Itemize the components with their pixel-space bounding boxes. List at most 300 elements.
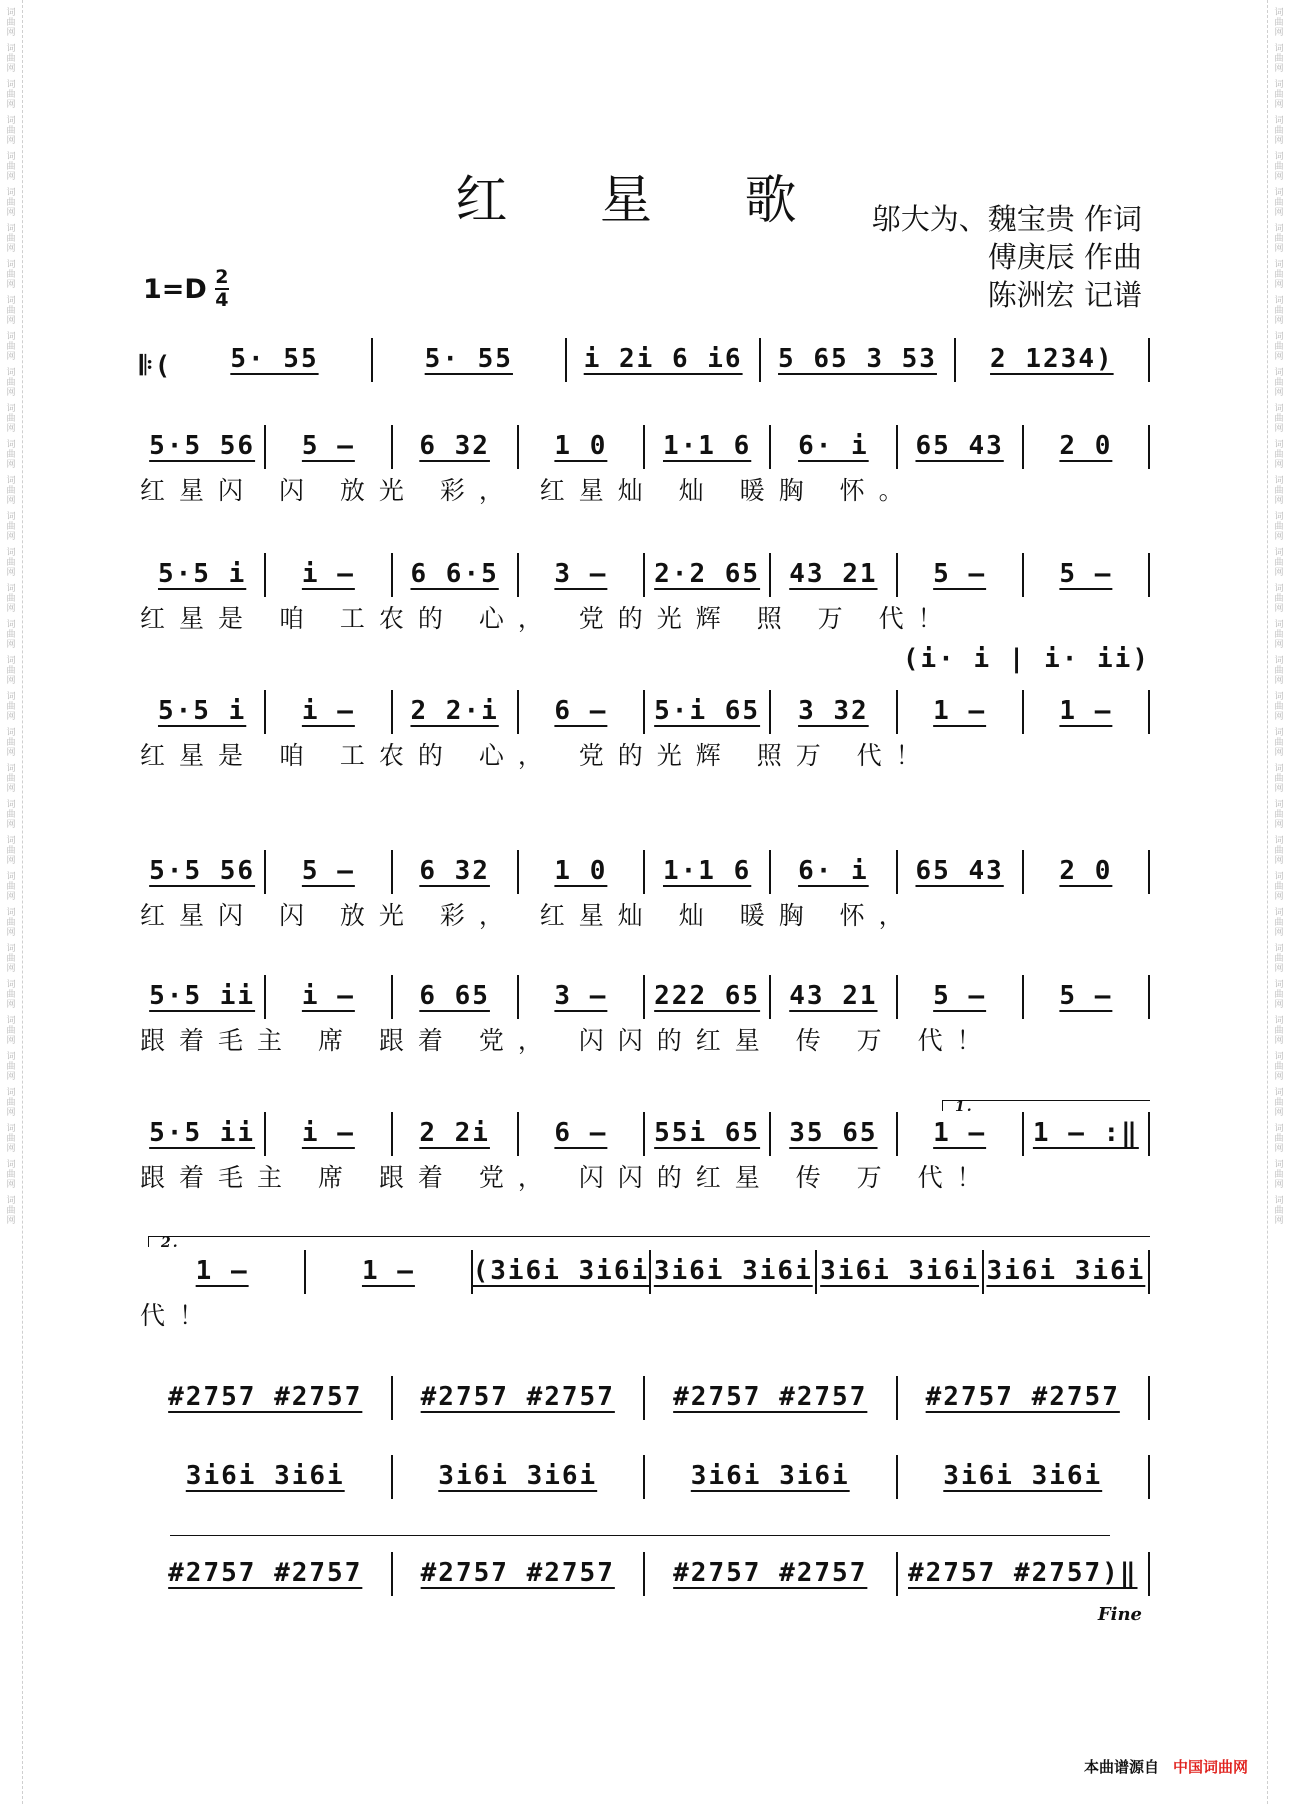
watermark-char: 曲 — [6, 702, 16, 712]
watermark-char: 网 — [6, 928, 16, 938]
watermark-char: 曲 — [1274, 54, 1284, 64]
measure-notes: #2757 #2757 — [925, 1382, 1120, 1412]
measure-notes: 5·i 65 — [654, 696, 761, 726]
lyric-line: 红星是 咱 工农的 心， 党的光辉 照万 代！ — [140, 741, 935, 770]
watermark-char: 词 — [6, 44, 16, 54]
measure — [140, 975, 266, 1019]
watermark-char: 网 — [6, 1144, 16, 1154]
measure-line — [140, 425, 1150, 469]
watermark-char: 词 — [1274, 944, 1284, 954]
watermark-char: 曲 — [6, 774, 16, 784]
watermark-char: 词 — [1274, 260, 1284, 270]
watermark-char: 曲 — [6, 1134, 16, 1144]
measure-notes: 2 2i — [419, 1118, 490, 1148]
measure — [651, 1250, 817, 1294]
lyric-line: 红星是 咱 工农的 心， 党的光辉 照 万 代！ — [140, 604, 957, 633]
measure — [266, 1112, 392, 1156]
measure — [519, 1112, 645, 1156]
measure — [761, 338, 955, 382]
watermark-char: 词 — [1274, 692, 1284, 702]
watermark-char: 曲 — [1274, 630, 1284, 640]
watermark-char: 词 — [6, 764, 16, 774]
watermark-char: 网 — [1274, 676, 1284, 686]
measure — [898, 1455, 1151, 1499]
watermark-char: 曲 — [6, 558, 16, 568]
measure-notes: 6 32 — [419, 856, 490, 886]
measure — [1024, 850, 1150, 894]
measure-notes: #2757 #2757 — [420, 1382, 615, 1412]
measure — [373, 338, 567, 382]
lyric-line: 跟着毛主 席 跟着 党， 闪闪的红星 传 万 代！ — [140, 1026, 996, 1055]
watermark-char: 网 — [1274, 244, 1284, 254]
measure-notes: 2 0 — [1059, 856, 1113, 886]
watermark-char: 曲 — [1274, 1170, 1284, 1180]
measure — [898, 1376, 1151, 1420]
measure — [266, 850, 392, 894]
repeat-start: 𝄆( — [140, 351, 173, 381]
watermark-char: 曲 — [1274, 954, 1284, 964]
watermark-mark — [1274, 1160, 1283, 1190]
watermark-char: 词 — [6, 1196, 16, 1206]
measure-notes: 5·5 i — [157, 696, 247, 726]
watermark-mark — [6, 1088, 15, 1118]
measure — [771, 1112, 897, 1156]
measure-notes: 43 21 — [789, 559, 878, 589]
watermark-char: 网 — [1274, 28, 1284, 38]
watermark-char: 词 — [1274, 908, 1284, 918]
lyricists-credit: 邬大为、魏宝贵 作词 — [871, 202, 1142, 236]
watermark-mark — [6, 368, 15, 398]
watermark-char: 曲 — [6, 1026, 16, 1036]
watermark-char: 曲 — [6, 954, 16, 964]
measure-notes: 2 2·i — [410, 696, 499, 726]
watermark-char: 词 — [1274, 116, 1284, 126]
measure-notes: (3i6i 3i6i — [472, 1256, 650, 1286]
watermark-char: 曲 — [6, 90, 16, 100]
measure-notes: 6· i — [798, 856, 869, 886]
watermark-char: 网 — [6, 1072, 16, 1082]
watermark-char: 曲 — [6, 342, 16, 352]
watermark-char: 网 — [6, 532, 16, 542]
measure-notes: 3 32 — [798, 696, 869, 726]
watermark-char: 词 — [6, 260, 16, 270]
watermark-mark — [1274, 44, 1283, 74]
watermark-char: 词 — [1274, 656, 1284, 666]
watermark-char: 曲 — [1274, 90, 1284, 100]
watermark-char: 曲 — [1274, 990, 1284, 1000]
measure — [898, 975, 1024, 1019]
watermark-char: 网 — [1274, 316, 1284, 326]
watermark-char: 网 — [1274, 136, 1284, 146]
measure — [519, 850, 645, 894]
measure — [898, 690, 1024, 734]
key-label: 1=D — [143, 273, 207, 305]
measure — [771, 553, 897, 597]
measure — [956, 338, 1150, 382]
watermark-char: 词 — [1274, 980, 1284, 990]
measure-notes: 5· 55 — [230, 344, 319, 374]
measure-notes: 5 – — [301, 856, 355, 886]
watermark-char: 曲 — [6, 414, 16, 424]
watermark-mark — [6, 1196, 15, 1226]
measure — [393, 975, 519, 1019]
watermark-char: 曲 — [1274, 234, 1284, 244]
watermark-char: 曲 — [6, 1098, 16, 1108]
watermark-mark — [6, 296, 15, 326]
measure-notes: 1 – — [933, 696, 987, 726]
measure-notes: 3i6i 3i6i — [820, 1256, 980, 1286]
watermark-char: 曲 — [1274, 594, 1284, 604]
watermark-char: 曲 — [6, 666, 16, 676]
measure-notes: 222 65 — [654, 981, 761, 1011]
watermark-char: 曲 — [1274, 126, 1284, 136]
watermark-char: 词 — [1274, 44, 1284, 54]
watermark-mark — [6, 980, 15, 1010]
measure — [645, 425, 771, 469]
watermark-char: 曲 — [1274, 846, 1284, 856]
watermark-char: 词 — [1274, 1160, 1284, 1170]
watermark-char: 网 — [1274, 820, 1284, 830]
measure-notes: i 2i 6 i6 — [583, 344, 743, 374]
watermark-char: 曲 — [1274, 450, 1284, 460]
watermark-mark — [6, 728, 15, 758]
watermark-char: 曲 — [6, 1206, 16, 1216]
measure-notes: 6 – — [554, 1118, 608, 1148]
measure — [519, 425, 645, 469]
notation-row — [140, 553, 1150, 633]
watermark-char: 网 — [1274, 856, 1284, 866]
watermark-char: 曲 — [1274, 342, 1284, 352]
watermark-char: 词 — [6, 404, 16, 414]
watermark-char: 词 — [1274, 332, 1284, 342]
watermark-char: 网 — [6, 1036, 16, 1046]
watermark-char: 曲 — [6, 54, 16, 64]
watermark-char: 词 — [6, 944, 16, 954]
watermark-char: 网 — [1274, 388, 1284, 398]
measure-notes: 55i 65 — [654, 1118, 761, 1148]
left-watermark-strip — [0, 0, 23, 1804]
watermark-char: 网 — [6, 964, 16, 974]
watermark-char: 曲 — [6, 810, 16, 820]
watermark-mark — [6, 656, 15, 686]
measure — [140, 1112, 266, 1156]
measure — [898, 425, 1024, 469]
measure-notes: i – — [301, 696, 355, 726]
watermark-char: 网 — [6, 316, 16, 326]
watermark-char: 网 — [1274, 892, 1284, 902]
watermark-mark — [1274, 980, 1283, 1010]
watermark-char: 曲 — [6, 1170, 16, 1180]
credits-block — [872, 200, 1142, 314]
measure — [645, 690, 771, 734]
watermark-char: 词 — [6, 692, 16, 702]
watermark-mark — [1274, 656, 1283, 686]
measure — [393, 425, 519, 469]
watermark-char: 词 — [6, 80, 16, 90]
measure — [645, 1112, 771, 1156]
watermark-mark — [1274, 368, 1283, 398]
measure-notes: #2757 #2757 — [168, 1558, 363, 1588]
measure-notes: 3 – — [554, 559, 608, 589]
watermark-char: 词 — [1274, 476, 1284, 486]
notation-row — [140, 338, 1150, 382]
watermark-mark — [1274, 8, 1283, 38]
watermark-mark — [6, 260, 15, 290]
watermark-char: 词 — [1274, 512, 1284, 522]
measure-notes: 1 – — [933, 1118, 987, 1148]
measure-notes: 5·5 ii — [149, 1118, 256, 1148]
watermark-mark — [6, 908, 15, 938]
measure — [393, 1376, 646, 1420]
watermark-mark — [1274, 404, 1283, 434]
measure — [771, 975, 897, 1019]
watermark-mark — [6, 692, 15, 722]
watermark-char: 网 — [6, 604, 16, 614]
measure — [984, 1250, 1150, 1294]
measure — [140, 425, 266, 469]
watermark-char: 词 — [6, 224, 16, 234]
measure-notes: 1·1 6 — [662, 431, 752, 461]
watermark-char: 词 — [6, 548, 16, 558]
measure-notes: 5 65 3 53 — [778, 344, 937, 374]
watermark-char: 词 — [6, 476, 16, 486]
watermark-char: 网 — [6, 424, 16, 434]
watermark-char: 曲 — [1274, 162, 1284, 172]
watermark-char: 曲 — [1274, 18, 1284, 28]
watermark-char: 网 — [6, 496, 16, 506]
measure — [567, 338, 761, 382]
measure — [645, 975, 771, 1019]
watermark-char: 词 — [6, 620, 16, 630]
measure-notes: 1 0 — [554, 431, 608, 461]
notation-row — [140, 1376, 1150, 1420]
measure-notes: 6 – — [554, 696, 608, 726]
watermark-mark — [1274, 800, 1283, 830]
watermark-char: 词 — [1274, 728, 1284, 738]
measure — [140, 690, 266, 734]
watermark-char: 网 — [1274, 532, 1284, 542]
watermark-mark — [6, 116, 15, 146]
watermark-mark — [6, 8, 15, 38]
watermark-char: 网 — [6, 1180, 16, 1190]
watermark-char: 网 — [1274, 712, 1284, 722]
watermark-char: 词 — [1274, 584, 1284, 594]
watermark-char: 网 — [1274, 568, 1284, 578]
watermark-mark — [6, 1124, 15, 1154]
interlude-notes: (i· i | i· ii) — [902, 644, 1150, 674]
watermark-char: 词 — [6, 908, 16, 918]
watermark-mark — [6, 44, 15, 74]
watermark-char: 网 — [1274, 1036, 1284, 1046]
notation-row — [140, 1099, 1150, 1192]
watermark-char: 曲 — [1274, 1026, 1284, 1036]
watermark-mark — [1274, 620, 1283, 650]
watermark-char: 曲 — [1274, 198, 1284, 208]
watermark-char: 曲 — [1274, 306, 1284, 316]
watermark-char: 曲 — [1274, 666, 1284, 676]
watermark-char: 曲 — [1274, 918, 1284, 928]
watermark-char: 网 — [1274, 424, 1284, 434]
watermark-char: 曲 — [6, 450, 16, 460]
measure-notes: i – — [301, 559, 355, 589]
measure — [645, 553, 771, 597]
watermark-char: 网 — [1274, 964, 1284, 974]
watermark-char: 网 — [1274, 64, 1284, 74]
lyric-line: 红星闪 闪 放光 彩， 红星灿 灿 暖胸 怀， — [140, 901, 918, 930]
measure — [473, 1250, 652, 1294]
watermark-char: 曲 — [6, 486, 16, 496]
watermark-char: 网 — [1274, 1108, 1284, 1118]
watermark-char: 曲 — [6, 990, 16, 1000]
watermark-mark — [1274, 548, 1283, 578]
watermark-char: 网 — [6, 388, 16, 398]
watermark-mark — [1274, 296, 1283, 326]
notation-row — [140, 1235, 1150, 1330]
source-site[interactable]: 中国词曲网 — [1172, 1758, 1248, 1776]
watermark-char: 词 — [1274, 152, 1284, 162]
watermark-mark — [1274, 836, 1283, 866]
fine-marking: Fine — [1097, 1604, 1142, 1625]
measure-line — [140, 850, 1150, 894]
measure-notes: 2 1234) — [990, 344, 1114, 374]
measure-notes: 2 0 — [1059, 431, 1113, 461]
watermark-char: 网 — [6, 244, 16, 254]
watermark-mark — [1274, 476, 1283, 506]
watermark-char: 曲 — [1274, 1062, 1284, 1072]
time-bottom: 4 — [215, 289, 229, 311]
measure-line — [140, 1455, 1150, 1499]
watermark-char: 网 — [6, 676, 16, 686]
notation-row — [140, 644, 1150, 770]
measure-notes: #2757 #2757)‖ — [908, 1558, 1138, 1588]
watermark-char: 词 — [1274, 872, 1284, 882]
watermark-char: 曲 — [6, 198, 16, 208]
watermark-mark — [6, 836, 15, 866]
watermark-char: 曲 — [6, 594, 16, 604]
measure — [140, 850, 266, 894]
measure — [645, 1376, 898, 1420]
watermark-char: 词 — [1274, 224, 1284, 234]
measure — [266, 690, 392, 734]
watermark-char: 网 — [6, 856, 16, 866]
watermark-char: 网 — [6, 208, 16, 218]
measure — [178, 338, 372, 382]
watermark-char: 曲 — [6, 738, 16, 748]
watermark-char: 网 — [6, 64, 16, 74]
watermark-mark — [1274, 1016, 1283, 1046]
measure-notes: 6 65 — [419, 981, 490, 1011]
watermark-char: 网 — [6, 1108, 16, 1118]
measure-notes: 3i6i 3i6i — [690, 1461, 850, 1491]
watermark-char: 网 — [1274, 1000, 1284, 1010]
watermark-char: 曲 — [1274, 486, 1284, 496]
watermark-char: 网 — [1274, 460, 1284, 470]
watermark-char: 曲 — [6, 234, 16, 244]
measure — [817, 1250, 983, 1294]
measure — [266, 425, 392, 469]
watermark-char: 词 — [1274, 1052, 1284, 1062]
measure-notes: 5 – — [301, 431, 355, 461]
measure — [771, 690, 897, 734]
watermark-mark — [1274, 1196, 1283, 1226]
measure-notes: 65 43 — [915, 431, 1004, 461]
measure — [519, 975, 645, 1019]
watermark-char: 词 — [6, 800, 16, 810]
watermark-mark — [1274, 80, 1283, 110]
measure — [266, 975, 392, 1019]
watermark-char: 词 — [6, 8, 16, 18]
watermark-mark — [1274, 440, 1283, 470]
notation-row — [140, 1455, 1150, 1499]
measure-notes: 5·5 i — [157, 559, 247, 589]
watermark-mark — [1274, 1088, 1283, 1118]
watermark-char: 曲 — [6, 846, 16, 856]
measure-line — [140, 1376, 1150, 1420]
watermark-char: 网 — [1274, 604, 1284, 614]
watermark-char: 网 — [1274, 748, 1284, 758]
watermark-mark — [1274, 584, 1283, 614]
watermark-char: 曲 — [6, 1062, 16, 1072]
measure — [1024, 1112, 1150, 1156]
measure-line — [140, 975, 1150, 1019]
measure-notes: #2757 #2757 — [420, 1558, 615, 1588]
measure — [393, 1112, 519, 1156]
watermark-char: 词 — [1274, 404, 1284, 414]
watermark-mark — [1274, 512, 1283, 542]
watermark-char: 词 — [6, 1160, 16, 1170]
watermark-char: 曲 — [1274, 558, 1284, 568]
watermark-mark — [1274, 260, 1283, 290]
watermark-char: 网 — [6, 172, 16, 182]
volta-number: 2. — [161, 1235, 180, 1251]
measure-notes: #2757 #2757 — [673, 1558, 868, 1588]
watermark-mark — [1274, 908, 1283, 938]
watermark-char: 词 — [1274, 368, 1284, 378]
watermark-char: 词 — [1274, 1124, 1284, 1134]
measure — [771, 850, 897, 894]
volta-bracket — [942, 1099, 1150, 1115]
watermark-char: 网 — [1274, 100, 1284, 110]
watermark-mark — [1274, 692, 1283, 722]
watermark-char: 网 — [6, 820, 16, 830]
watermark-mark — [1274, 872, 1283, 902]
measure-line — [140, 1552, 1150, 1596]
watermark-char: 词 — [1274, 80, 1284, 90]
watermark-char: 曲 — [1274, 702, 1284, 712]
measure — [393, 553, 519, 597]
watermark-char: 网 — [6, 280, 16, 290]
measure-notes: 1 0 — [554, 856, 608, 886]
watermark-mark — [6, 944, 15, 974]
measure-notes: 1 – — [1059, 696, 1113, 726]
measure-notes: i – — [301, 981, 355, 1011]
measure — [140, 1455, 393, 1499]
watermark-mark — [1274, 332, 1283, 362]
measure — [898, 553, 1024, 597]
watermark-mark — [1274, 1124, 1283, 1154]
watermark-char: 曲 — [6, 18, 16, 28]
watermark-char: 网 — [1274, 208, 1284, 218]
watermark-char: 曲 — [6, 882, 16, 892]
measure-notes: 5·5 ii — [149, 981, 256, 1011]
watermark-char: 网 — [6, 100, 16, 110]
watermark-char: 词 — [1274, 620, 1284, 630]
watermark-char: 网 — [6, 748, 16, 758]
watermark-char: 词 — [6, 584, 16, 594]
measure — [393, 1552, 646, 1596]
measure-notes: 3i6i 3i6i — [185, 1461, 345, 1491]
measure-notes: #2757 #2757 — [168, 1382, 363, 1412]
